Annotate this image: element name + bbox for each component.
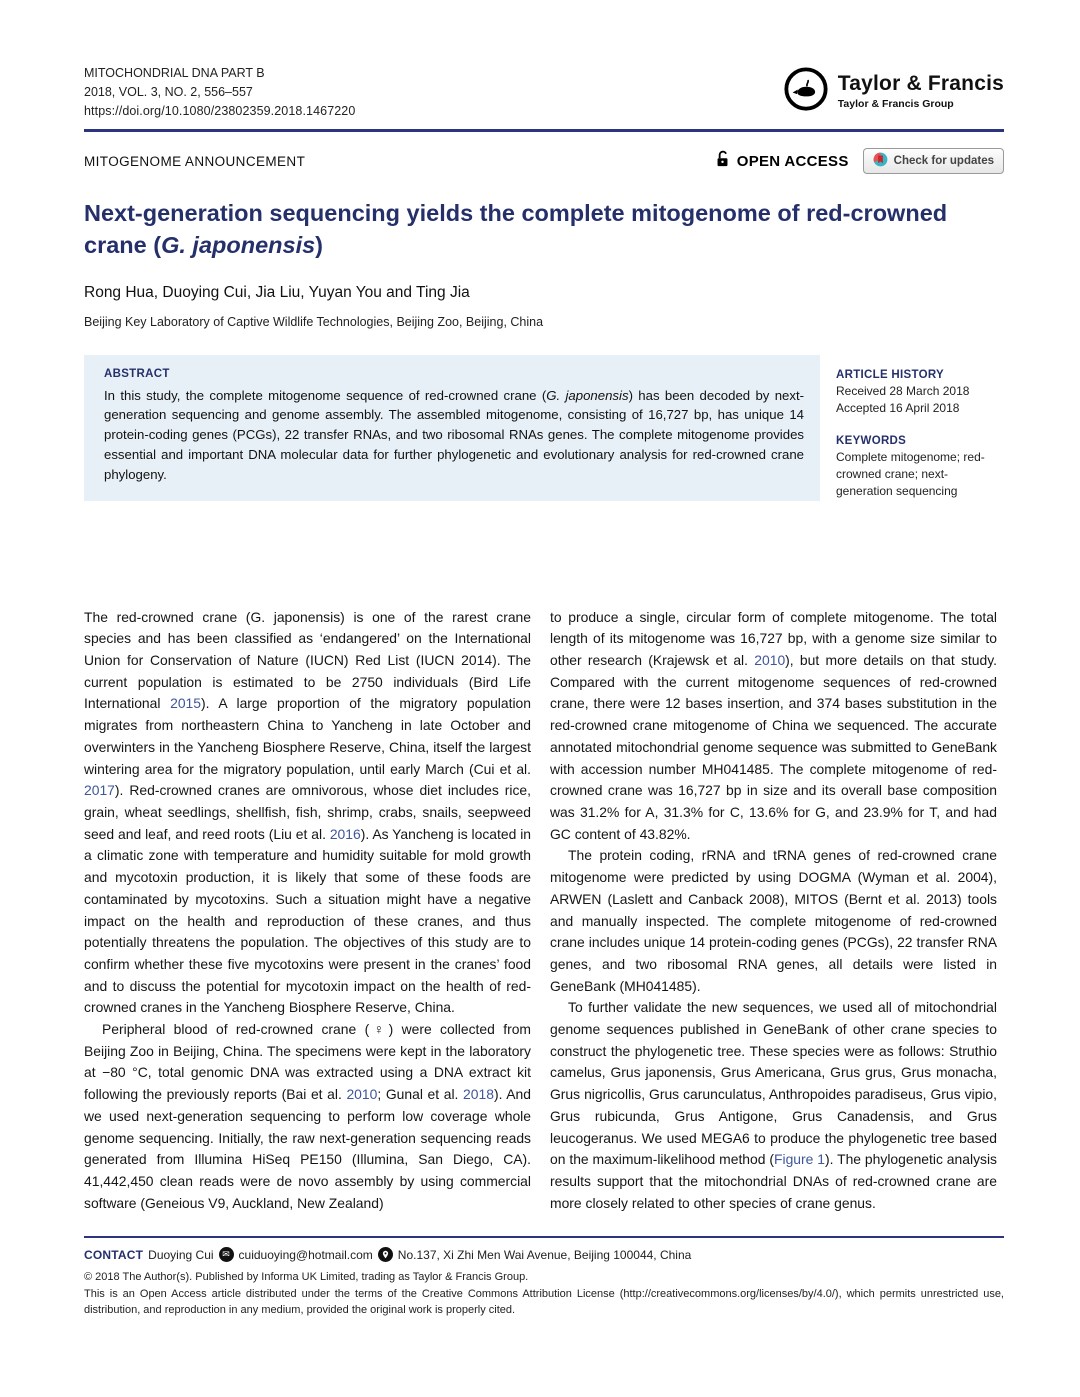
journal-info [84, 64, 355, 120]
abstract-box [84, 355, 820, 501]
taylor-francis-icon [783, 66, 829, 117]
open-access-label: OPEN ACCESS [736, 152, 849, 170]
citation-link[interactable]: 2018 [463, 1086, 494, 1103]
contact-name: Duoying Cui [148, 1247, 214, 1262]
copyright-line: © 2018 The Author(s). Published by Informa UK Limited, trading as Taylor & Francis Group. [84, 1271, 529, 1284]
open-access-badge[interactable] [714, 149, 849, 173]
abstract-label: ABSTRACT [104, 367, 170, 380]
doi-link[interactable]: https://doi.org/10.1080/23802359.2018.1467220 [84, 103, 356, 118]
open-lock-icon [714, 149, 731, 173]
header-divider [84, 129, 1004, 132]
left-column [84, 607, 531, 1215]
contact-label: CONTACT [84, 1247, 144, 1262]
publisher-logo [783, 66, 1004, 117]
body-paragraph: Peripheral blood of red-crowned crane (♀) were collected from Beijing Zoo in Beijing, China. The specimens were kept in the laboratory at −80 °C, total genomic DNA was extracted using a DNA extract kit following the previously reports (Bai et al. 2010; Gunal et al. 2018). And we used next-generation sequencing to perform low coverage whole genome sequencing. Initially, the raw next-generation sequencing reads generated from Illumina HiSeq PE150 (Illumina, San Diego, CA). 41,442,450 clean reads were de novo assembly by using commercial software (Geneious V9, Auckland, New Zealand) [84, 1021, 531, 1211]
right-column [550, 607, 997, 1215]
body-paragraph: To further validate the new sequences, we used all of mitochondrial genome sequences published in GeneBank of other crane species to construct the phylogenetic tree. These species were as follows: Struthio camelus, Grus japonensis, Grus Americana, Grus grus, Grus monacha, Grus nigricollis, Grus carunculatus, Anthropoides paradiseus, Grus vipio, Grus rubicunda, Grus Antigone, Grus Canadensis, and Grus leucogeranus. We used MEGA6 to produce the phylogenetic tree based on the maximum-likelihood method (Figure 1). The phylogenetic analysis results support that the mitochondrial DNAs of red-crowned crane are more closely related to other species of crane genus. [550, 999, 997, 1211]
citation-link[interactable]: 2017 [84, 782, 115, 799]
received-date: Received 28 March 2018 [836, 384, 970, 399]
article-body [84, 607, 1004, 1215]
article-history-label: ARTICLE HISTORY [836, 368, 945, 381]
authors-line: Rong Hua, Duoying Cui, Jia Liu, Yuyan You and Ting Jia [84, 283, 470, 301]
publisher-name: Taylor & Francis [837, 72, 1004, 96]
contact-email[interactable]: cuiduoying@hotmail.com [238, 1247, 373, 1262]
check-for-updates-label: Check for updates [893, 155, 994, 168]
article-meta-sidebar [836, 355, 1004, 501]
body-paragraph: The red-crowned crane (G. japonensis) is one of the rarest crane species and has been classified as ‘endangered’ on the International Union for Conservation of Nature (IUCN) Red List (IUCN 2014). The current population is estimated to be 2750 individuals (Bird Life International 2015). A large proportion of the migratory population migrates from northeastern China to Yancheng in late October and overwinters in the Yancheng Biosphere Reserve, China, itself the largest wintering area for the migratory population, until early March (Cui et al. 2017). Red-crowned cranes are omnivorous, whose diet includes rice, grain, wheat seedlings, shellfish, fish, shrimp, crabs, snails, seepweed seed and leaf, and reed roots (Liu et al. 2016). As Yancheng is located in a climatic zone with temperature and humidity suitable for mold growth and mycotoxin production, it is likely that some of these foods are contaminated by mycotoxins. Such a situation might have a negative impact on the health and reproduction of these cranes, and thus potentially threatens the population. The objectives of this study are to confirm whether these five mycotoxins were present in the cranes’ food and to discuss the potential for mycotoxin impact on the health of red-crowned cranes in the Yancheng Biosphere Reserve, China. [84, 608, 532, 1016]
keywords-label: KEYWORDS [836, 435, 907, 448]
contact-line [84, 1247, 1004, 1262]
article-type-label: MITOGENOME ANNOUNCEMENT [84, 153, 306, 169]
citation-link[interactable]: 2015 [170, 695, 201, 712]
publisher-group: Taylor & Francis Group [837, 97, 954, 110]
accepted-date: Accepted 16 April 2018 [836, 401, 960, 416]
body-paragraph: The protein coding, rRNA and tRNA genes of red-crowned crane mitogenome were predicted by using DOGMA (Wyman et al. 2004), ARWEN (Laslett and Canback 2008), MITOS (Bernt et al. 2013) tools and manually inspected. The complete mitogenome of red-crowned crane includes unique 14 protein-coding genes (PCGs), 22 transfer RNA genes, and two ribosomal RNA genes, all details were listed in GeneBank (MH041485). [550, 847, 997, 994]
footer-divider [84, 1236, 1004, 1238]
keywords-list: Complete mitogenome; red-crowned crane; next-generation sequencing [836, 450, 985, 499]
contact-address: No.137, Xi Zhi Men Wai Avenue, Beijing 100044, China [397, 1247, 692, 1262]
license-text: This is an Open Access article distributed under the terms of the Creative Commons Attribution License (http://creativecommons.org/licenses/by/4.0/), which permits unrestricted use, distribution, and reproduction in any medium, provided the original work is properly cited. [84, 1288, 1004, 1317]
citation-link[interactable]: 2016 [329, 825, 361, 842]
journal-name: MITOCHONDRIAL DNA PART B [84, 66, 265, 80]
affiliation-line: Beijing Key Laboratory of Captive Wildlife Technologies, Beijing Zoo, Beijing, China [84, 314, 544, 329]
check-for-updates-button[interactable] [863, 148, 1004, 174]
journal-volume: 2018, VOL. 3, NO. 2, 556–557 [84, 84, 253, 99]
abstract-text: In this study, the complete mitogenome sequence of red-crowned crane (G. japonensis) has been decoded by next-generation sequencing and genome assembly. The assembled mitogenome, consisting of 16,727 bp, has unique 14 protein-coding genes (PCGs), 22 transfer RNAs, and two ribosomal RNAs genes. The complete mitogenome provides essential and important DNA molecular data for further phylogenetic and evolutionary analysis for red-crowned crane phylogeny. [104, 387, 805, 482]
citation-link[interactable]: Figure 1 [774, 1151, 825, 1168]
article-title: Next-generation sequencing yields the complete mitogenome of red-crowned crane (G. japonensis) [84, 200, 948, 258]
body-paragraph: to produce a single, circular form of complete mitogenome. The total length of its mitogenome was 16,727 bp, with a genome size similar to other research (Krajewsk et al. 2010), but more details on that study. Compared with the current mitogenome sequences of red-crowned crane, there were 12 bases insertion, and 374 bases substitution in the red-crowned crane mitogenome of China we sequenced. The accurate annotated mitochondrial genome sequence was submitted to GeneBank with accession number MH041485. The complete mitogenome of red-crowned crane was 16,727 bp in size and its overall base composition was 31.2% for A, 31.3% for C, 13.6% for G, and 23.9% for T, and had GC content of 43.82%. [550, 608, 997, 842]
journal-header [84, 64, 1004, 120]
email-icon: ✉ [219, 1247, 234, 1262]
citation-link[interactable]: 2010 [754, 652, 786, 669]
citation-link[interactable]: 2010 [346, 1086, 378, 1103]
publisher-wordmark [838, 73, 1004, 109]
crossmark-icon [873, 152, 888, 170]
address-icon [378, 1247, 393, 1262]
